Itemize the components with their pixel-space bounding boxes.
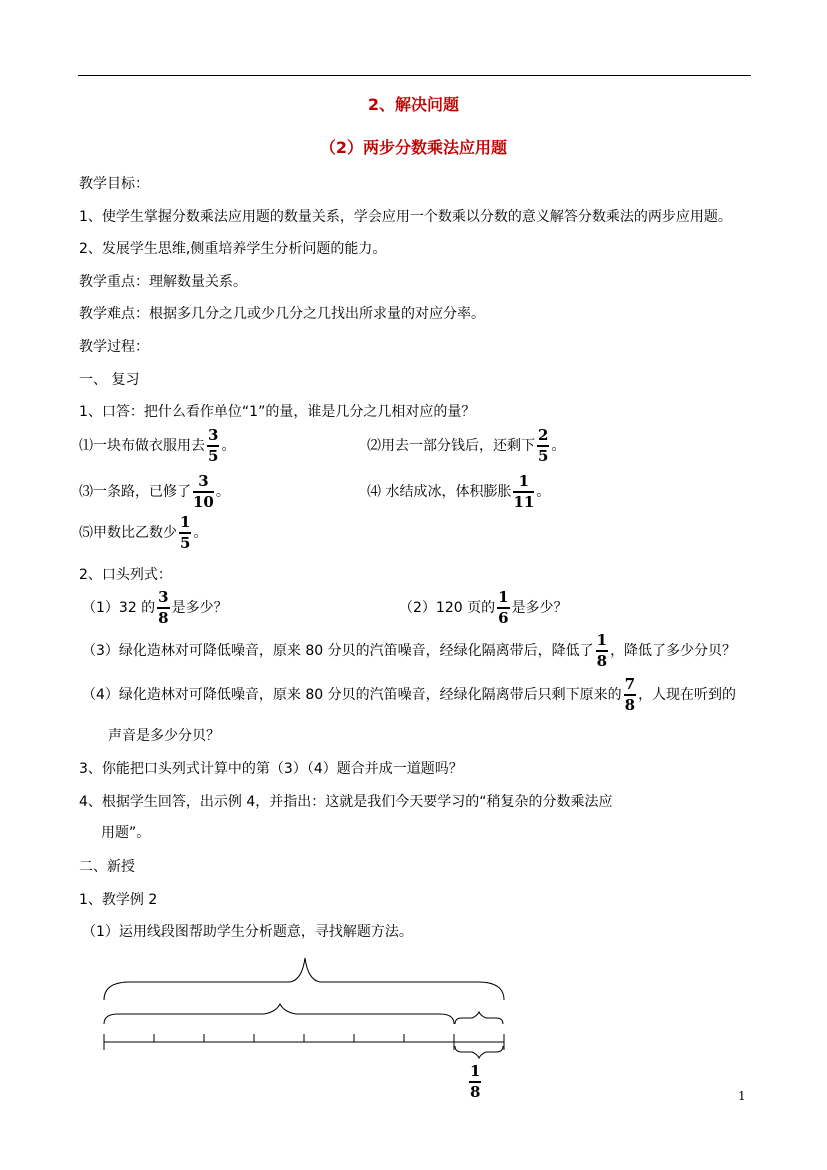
problem-2: （2）120 页的 $\frac{1}{6}$ 是多少？ [399,588,568,627]
question-1: 1、口答：把什么看作单位“1”的量，谁是几分之几相对应的量？ [79,404,476,420]
section-new: 二、新授 [79,859,135,875]
process-heading: 教学过程： [79,339,149,355]
part-brace [455,1012,503,1024]
question-2: 2、口头列式： [79,567,172,583]
option-2: ⑵用去一部分钱后，还剩下 $\frac{2}{5}$ 。 [367,426,566,465]
fraction: $\frac{1}{6}$ [498,588,509,627]
question-4: 4、根据学生回答，出示例 4，并指出：这就是我们今天要学习的“稍复杂的分数乘法应 [79,794,613,810]
option-1: ⑴一块布做衣服用去 $\frac{3}{5}$ 。 [79,426,236,465]
section-review: 一、 复习 [79,372,140,388]
fraction: $\frac{2}{5}$ [538,426,549,465]
example-heading: 1、教学例 2 [79,892,158,908]
fraction: $\frac{3}{5}$ [208,426,219,465]
problem-3: （3）绿化造林对可降低噪音，原来 80 分贝的汽笛噪音，经绿化隔离带后，降低了 $\frac{1}{8}$ ，降低了多少分贝？ [82,631,737,670]
diagram-fraction: $\frac{1}{8}$ [470,1062,481,1101]
page-title: 2、解决问题 [367,95,460,114]
fraction: $\frac{1}{8}$ [596,631,608,670]
option-4: ⑷ 水结成冰，体积膨胀 $\frac{1}{11}$ 。 [367,472,551,511]
fraction: $\frac{1}{11}$ [513,472,535,511]
option-5: ⑸甲数比乙数少 $\frac{1}{5}$ 。 [79,513,208,552]
difficulty: 教学难点：根据多几分之几或少几分之几找出所求量的对应分率。 [79,306,485,322]
goal-1: 1、使学生掌握分数乘法应用题的数量关系，学会应用一个数乘以分数的意义解答分数乘法的两步应用题。 [79,209,732,225]
fraction: $\frac{7}{8}$ [624,675,636,714]
page-number: 1 [738,1089,746,1103]
page-subtitle: （2）两步分数乘法应用题 [319,138,508,157]
goal-2: 2、发展学生思维,侧重培养学生分析问题的能力。 [79,241,387,257]
problem-1: （1）32 的 $\frac{3}{8}$ 是多少？ [82,588,228,627]
problem-4-cont: 声音是多少分贝？ [108,728,220,744]
lower-brace [455,1046,503,1058]
option-3: ⑶一条路，已修了 $\frac{3}{10}$ 。 [79,472,230,511]
fraction: $\frac{3}{10}$ [193,472,214,511]
question-3: 3、你能把口头列式计算中的第（3）（4）题合并成一道题吗？ [79,761,463,777]
remaining-brace [104,1004,454,1024]
example-step-1: （1）运用线段图帮助学生分析题意，寻找解题方法。 [82,924,413,940]
problem-4: （4）绿化造林对可降低噪音，原来 80 分贝的汽笛噪音，经绿化隔离带后只剩下原来的 $\frac{7}{8}$ ，人现在听到的 [82,675,737,714]
question-4-cont: 用题”。 [101,825,151,841]
fraction: $\frac{1}{5}$ [180,513,191,552]
fraction: $\frac{3}{8}$ [158,588,169,627]
goals-heading: 教学目标： [79,176,149,192]
total-brace [104,958,504,1000]
key-point: 教学重点：理解数量关系。 [79,274,247,290]
